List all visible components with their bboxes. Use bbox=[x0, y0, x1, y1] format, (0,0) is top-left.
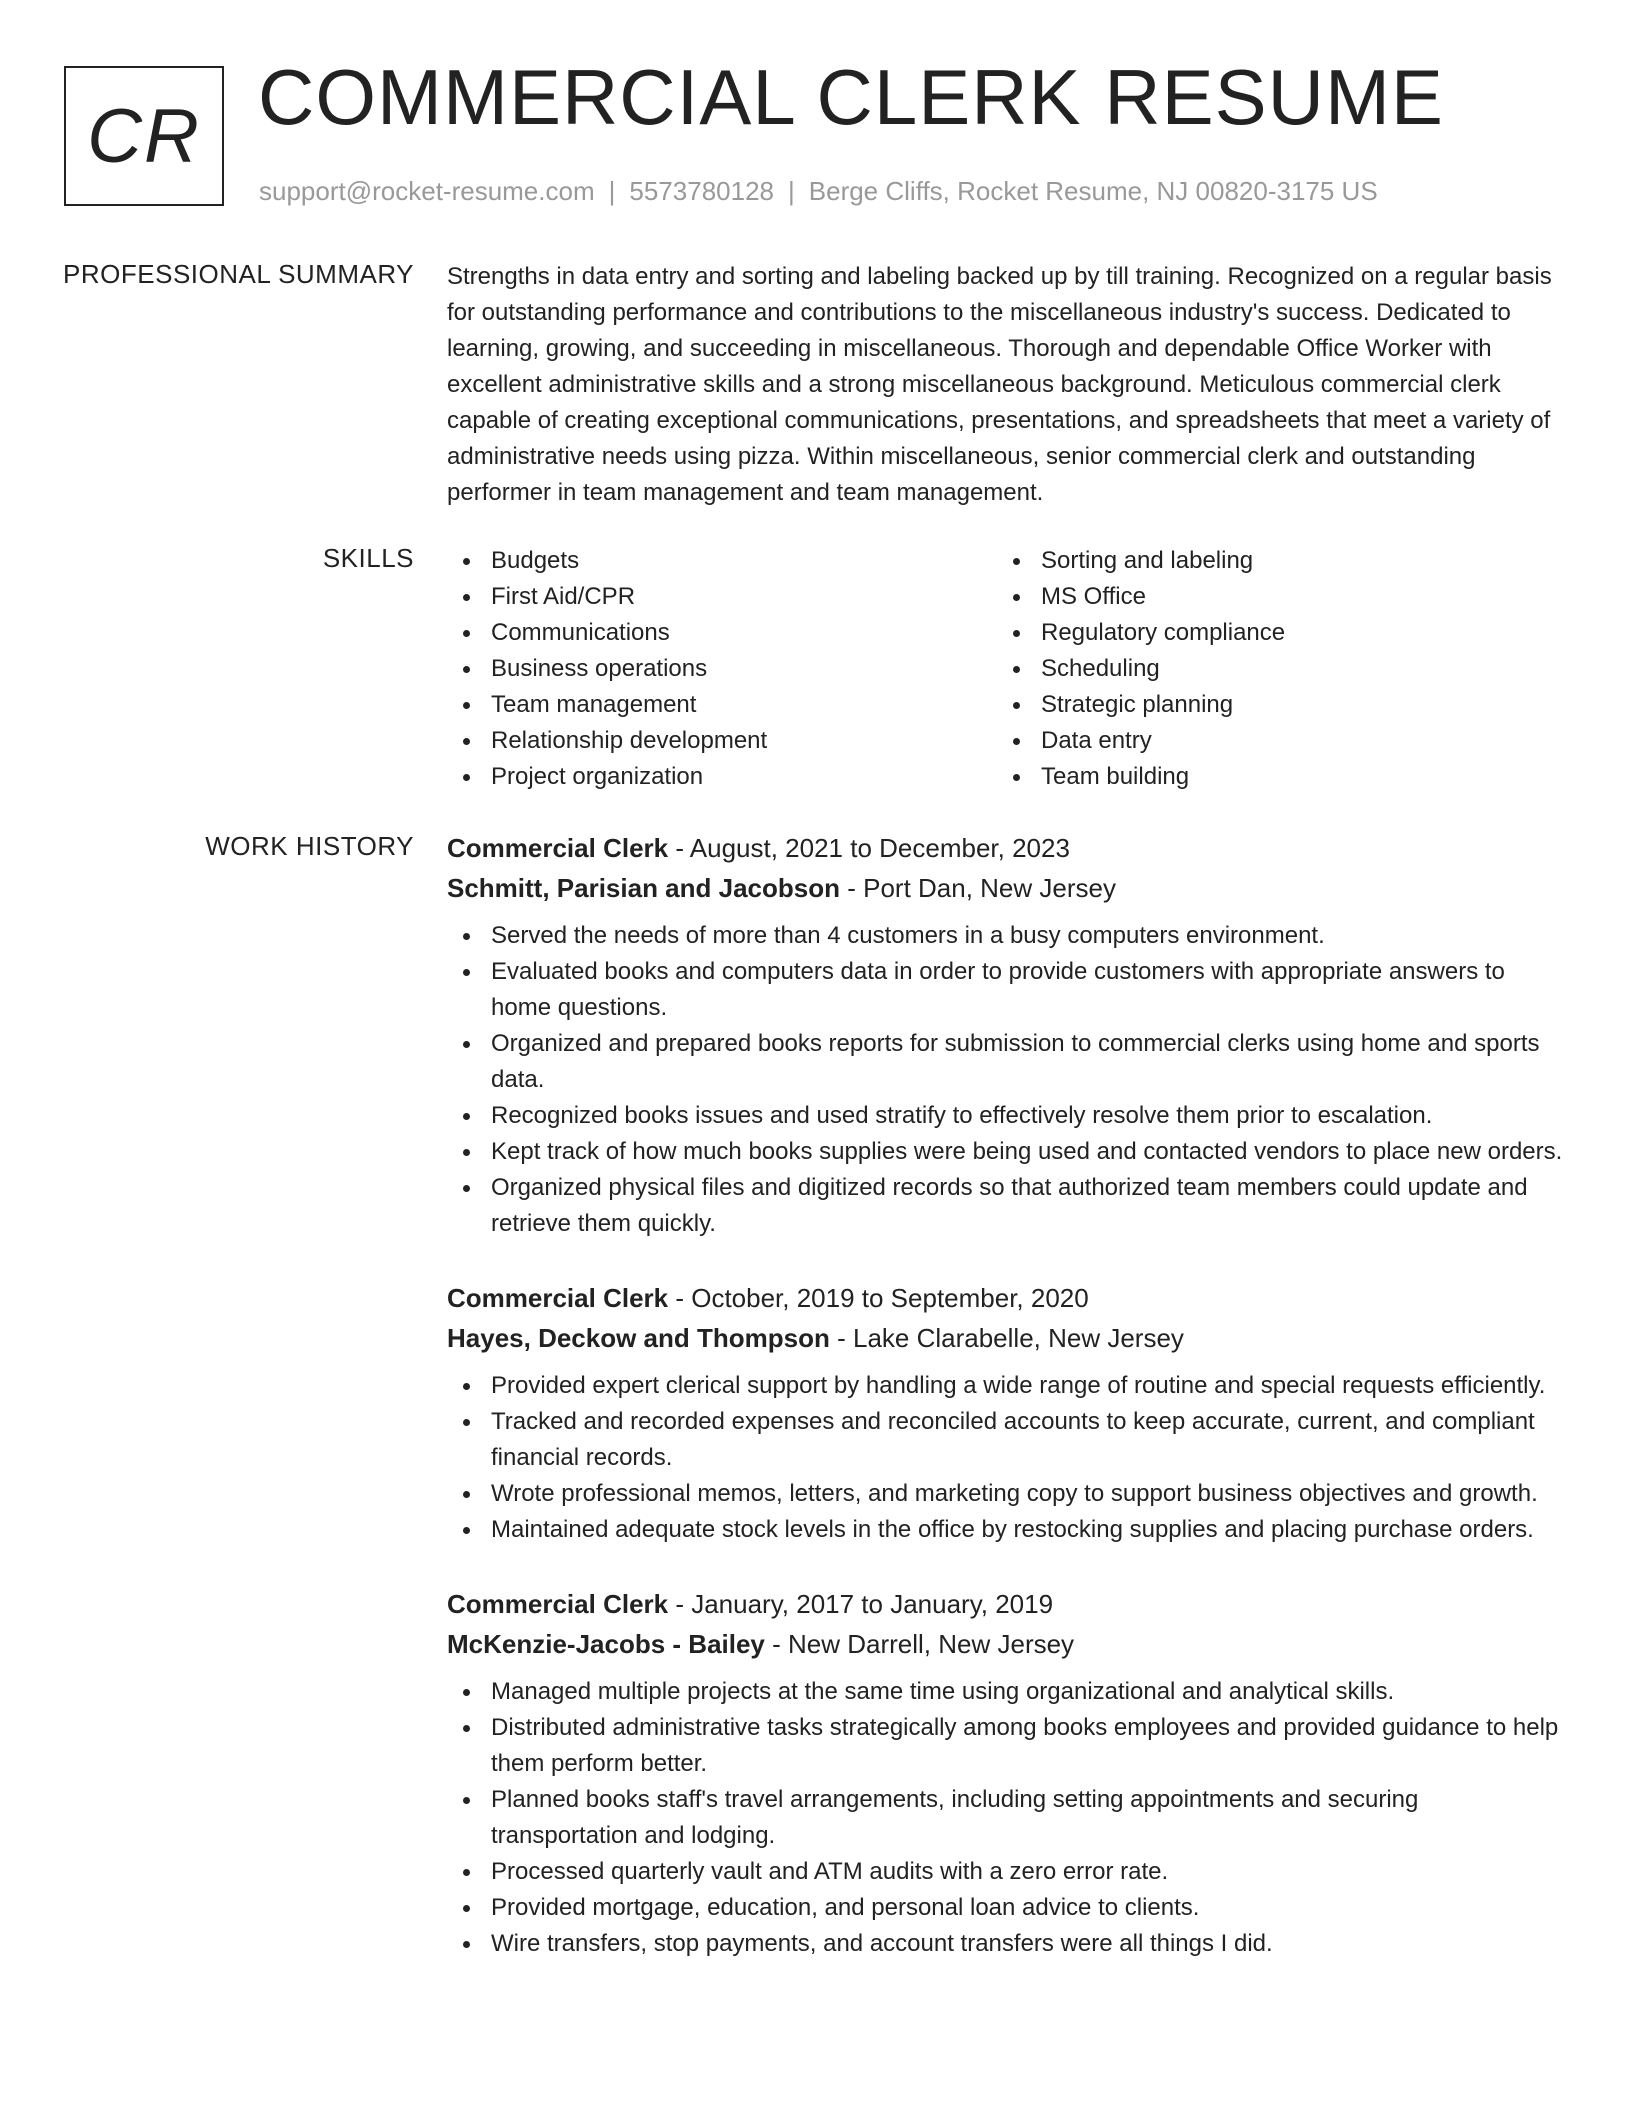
list-item-text: Kept track of how much books supplies were being used and contacted vendors to place new orders. bbox=[491, 1138, 1563, 1165]
bullet-icon bbox=[463, 1383, 470, 1390]
list-item bbox=[997, 543, 1547, 579]
list-item bbox=[447, 1782, 1567, 1854]
list-item-text: First Aid/CPR bbox=[491, 583, 636, 610]
bullet-icon bbox=[463, 1419, 470, 1426]
list-item bbox=[997, 687, 1547, 723]
contact-line bbox=[259, 176, 1378, 207]
list-item bbox=[447, 1026, 1567, 1098]
job-location: - Lake Clarabelle, New Jersey bbox=[829, 1323, 1184, 1353]
monogram-logo: CR bbox=[64, 66, 224, 206]
bullet-icon bbox=[1013, 666, 1020, 673]
list-item-text: Communications bbox=[491, 619, 670, 646]
list-item bbox=[447, 1926, 1567, 1962]
list-item-text: Relationship development bbox=[491, 727, 768, 754]
list-item bbox=[447, 1098, 1567, 1134]
bullet-icon bbox=[1013, 702, 1020, 709]
list-item-text: Managed multiple projects at the same time using organizational and analytical skills. bbox=[491, 1678, 1395, 1705]
contact-separator: | bbox=[788, 176, 795, 206]
bullet-icon bbox=[463, 594, 470, 601]
bullet-icon bbox=[463, 558, 470, 565]
list-item-text: Team management bbox=[491, 691, 697, 718]
bullet-icon bbox=[463, 1869, 470, 1876]
skills-heading: SKILLS bbox=[322, 543, 414, 573]
job-company-line bbox=[447, 868, 1567, 908]
contact-address: Berge Cliffs, Rocket Resume, NJ 00820-3175 US bbox=[808, 176, 1378, 206]
job-company-line bbox=[447, 1318, 1567, 1358]
bullet-icon bbox=[463, 702, 470, 709]
job-dates: - October, 2019 to September, 2020 bbox=[668, 1283, 1089, 1313]
bullet-icon bbox=[1013, 738, 1020, 745]
skills-grid bbox=[447, 543, 1547, 795]
list-item bbox=[997, 759, 1547, 795]
list-item-text: Recognized books issues and used stratify to effectively resolve them prior to escalation. bbox=[491, 1102, 1433, 1129]
bullet-icon bbox=[463, 1527, 470, 1534]
bullet-icon bbox=[1013, 594, 1020, 601]
job-location: - New Darrell, New Jersey bbox=[764, 1629, 1075, 1659]
contact-email[interactable]: support@rocket-resume.com bbox=[259, 176, 595, 206]
job-company: Schmitt, Parisian and Jacobson bbox=[447, 873, 840, 903]
list-item bbox=[447, 687, 997, 723]
list-item bbox=[447, 543, 997, 579]
skills-column-right bbox=[997, 543, 1547, 795]
list-item-text: Evaluated books and computers data in order to provide customers with appropriate answers to home questions. bbox=[491, 958, 1505, 1021]
list-item-text: Provided expert clerical support by handling a wide range of routine and special requests efficiently. bbox=[491, 1372, 1546, 1399]
list-item-text: Organized physical files and digitized records so that authorized team members could update and retrieve them quickly. bbox=[491, 1174, 1528, 1237]
bullet-icon bbox=[463, 1491, 470, 1498]
job-title: Commercial Clerk bbox=[447, 833, 669, 863]
job-title-line bbox=[447, 828, 1567, 868]
summary-heading: PROFESSIONAL SUMMARY bbox=[63, 259, 414, 289]
bullet-icon bbox=[463, 1041, 470, 1048]
list-item-text: Wrote professional memos, letters, and marketing copy to support business objectives and growth. bbox=[491, 1480, 1538, 1507]
job-entry bbox=[447, 828, 1567, 1242]
list-item-text: Sorting and labeling bbox=[1041, 547, 1254, 574]
contact-separator: | bbox=[608, 176, 616, 206]
list-item bbox=[997, 651, 1547, 687]
list-item-text: Data entry bbox=[1041, 727, 1152, 754]
bullet-icon bbox=[463, 969, 470, 976]
bullet-icon bbox=[463, 1725, 470, 1732]
job-duties-list bbox=[447, 1368, 1567, 1548]
contact-phone[interactable]: 5573780128 bbox=[629, 176, 774, 206]
bullet-icon bbox=[463, 774, 470, 781]
bullet-icon bbox=[463, 1941, 470, 1948]
job-company: McKenzie-Jacobs - Bailey bbox=[447, 1629, 765, 1659]
bullet-icon bbox=[1013, 630, 1020, 637]
work-history-heading: WORK HISTORY bbox=[205, 831, 414, 861]
list-item-text: MS Office bbox=[1041, 583, 1146, 610]
list-item-text: Processed quarterly vault and ATM audits with a zero error rate. bbox=[491, 1858, 1169, 1885]
list-item-text: Planned books staff's travel arrangements, including setting appointments and securing transportation and lodging. bbox=[491, 1786, 1419, 1849]
skills-column-left bbox=[447, 543, 997, 795]
bullet-icon bbox=[463, 738, 470, 745]
list-item-text: Project organization bbox=[491, 763, 704, 790]
list-item bbox=[447, 579, 997, 615]
list-item bbox=[447, 1134, 1567, 1170]
list-item bbox=[447, 651, 997, 687]
bullet-icon bbox=[1013, 774, 1020, 781]
job-title: Commercial Clerk bbox=[447, 1589, 669, 1619]
list-item bbox=[447, 1404, 1567, 1476]
job-dates: - January, 2017 to January, 2019 bbox=[668, 1589, 1054, 1619]
bullet-icon bbox=[1013, 558, 1020, 565]
bullet-icon bbox=[463, 666, 470, 673]
bullet-icon bbox=[463, 630, 470, 637]
list-item bbox=[997, 723, 1547, 759]
bullet-icon bbox=[463, 1185, 470, 1192]
list-item-text: Served the needs of more than 4 customers in a busy computers environment. bbox=[491, 922, 1325, 949]
job-duties-list bbox=[447, 918, 1567, 1242]
bullet-icon bbox=[463, 1113, 470, 1120]
summary-text: Strengths in data entry and sorting and labeling backed up by till training. Recognized on a regular basis for outstanding performance and contributions to the miscellaneous industry's success. Dedicated to learning, growing, and succeeding in miscellaneous. Thorough and dependable Office Worker with excellent administrative skills and a strong miscellaneous background. Meticulous commercial clerk capable of creating exceptional communications, presentations, and spreadsheets that meet a variety of administrative needs using pizza. Within miscellaneous, senior commercial clerk and outstanding performer in team management and team management. bbox=[447, 263, 1552, 506]
skills-section bbox=[447, 543, 1567, 795]
bullet-icon bbox=[463, 933, 470, 940]
list-item-text: Provided mortgage, education, and personal loan advice to clients. bbox=[491, 1894, 1200, 1921]
list-item bbox=[447, 759, 997, 795]
bullet-icon bbox=[463, 1797, 470, 1804]
list-item-text: Tracked and recorded expenses and reconciled accounts to keep accurate, current, and compliant financial records. bbox=[491, 1408, 1535, 1471]
bullet-icon bbox=[463, 1689, 470, 1696]
list-item bbox=[447, 1710, 1567, 1782]
list-item bbox=[447, 723, 997, 759]
list-item bbox=[447, 918, 1567, 954]
list-item bbox=[997, 579, 1547, 615]
bullet-icon bbox=[463, 1905, 470, 1912]
list-item-text: Strategic planning bbox=[1041, 691, 1234, 718]
resume-title: COMMERCIAL CLERK RESUME bbox=[258, 53, 1444, 141]
job-title: Commercial Clerk bbox=[447, 1283, 669, 1313]
list-item-text: Maintained adequate stock levels in the office by restocking supplies and placing purchase orders. bbox=[491, 1516, 1534, 1543]
job-title-line bbox=[447, 1584, 1567, 1624]
list-item-text: Regulatory compliance bbox=[1041, 619, 1286, 646]
list-item bbox=[447, 1674, 1567, 1710]
job-company: Hayes, Deckow and Thompson bbox=[447, 1323, 830, 1353]
list-item-text: Team building bbox=[1041, 763, 1190, 790]
job-entry bbox=[447, 1278, 1567, 1548]
list-item bbox=[447, 1890, 1567, 1926]
bullet-icon bbox=[463, 1149, 470, 1156]
list-item-text: Budgets bbox=[491, 547, 580, 574]
job-dates: - August, 2021 to December, 2023 bbox=[668, 833, 1070, 863]
job-duties-list bbox=[447, 1674, 1567, 1962]
job-entry bbox=[447, 1584, 1567, 1962]
job-location: - Port Dan, New Jersey bbox=[840, 873, 1116, 903]
list-item bbox=[447, 1476, 1567, 1512]
list-item bbox=[447, 954, 1567, 1026]
summary-section bbox=[447, 259, 1567, 511]
list-item-text: Business operations bbox=[491, 655, 708, 682]
work-history-section bbox=[447, 828, 1567, 1998]
list-item bbox=[447, 1368, 1567, 1404]
list-item bbox=[447, 1854, 1567, 1890]
job-company-line bbox=[447, 1624, 1567, 1664]
list-item-text: Organized and prepared books reports for submission to commercial clerks using home and sports data. bbox=[491, 1030, 1540, 1093]
list-item bbox=[997, 615, 1547, 651]
list-item bbox=[447, 615, 997, 651]
list-item bbox=[447, 1512, 1567, 1548]
list-item-text: Scheduling bbox=[1041, 655, 1160, 682]
list-item bbox=[447, 1170, 1567, 1242]
list-item-text: Wire transfers, stop payments, and account transfers were all things I did. bbox=[491, 1930, 1273, 1957]
job-title-line bbox=[447, 1278, 1567, 1318]
list-item-text: Distributed administrative tasks strategically among books employees and provided guidance to help them perform better. bbox=[491, 1714, 1559, 1777]
